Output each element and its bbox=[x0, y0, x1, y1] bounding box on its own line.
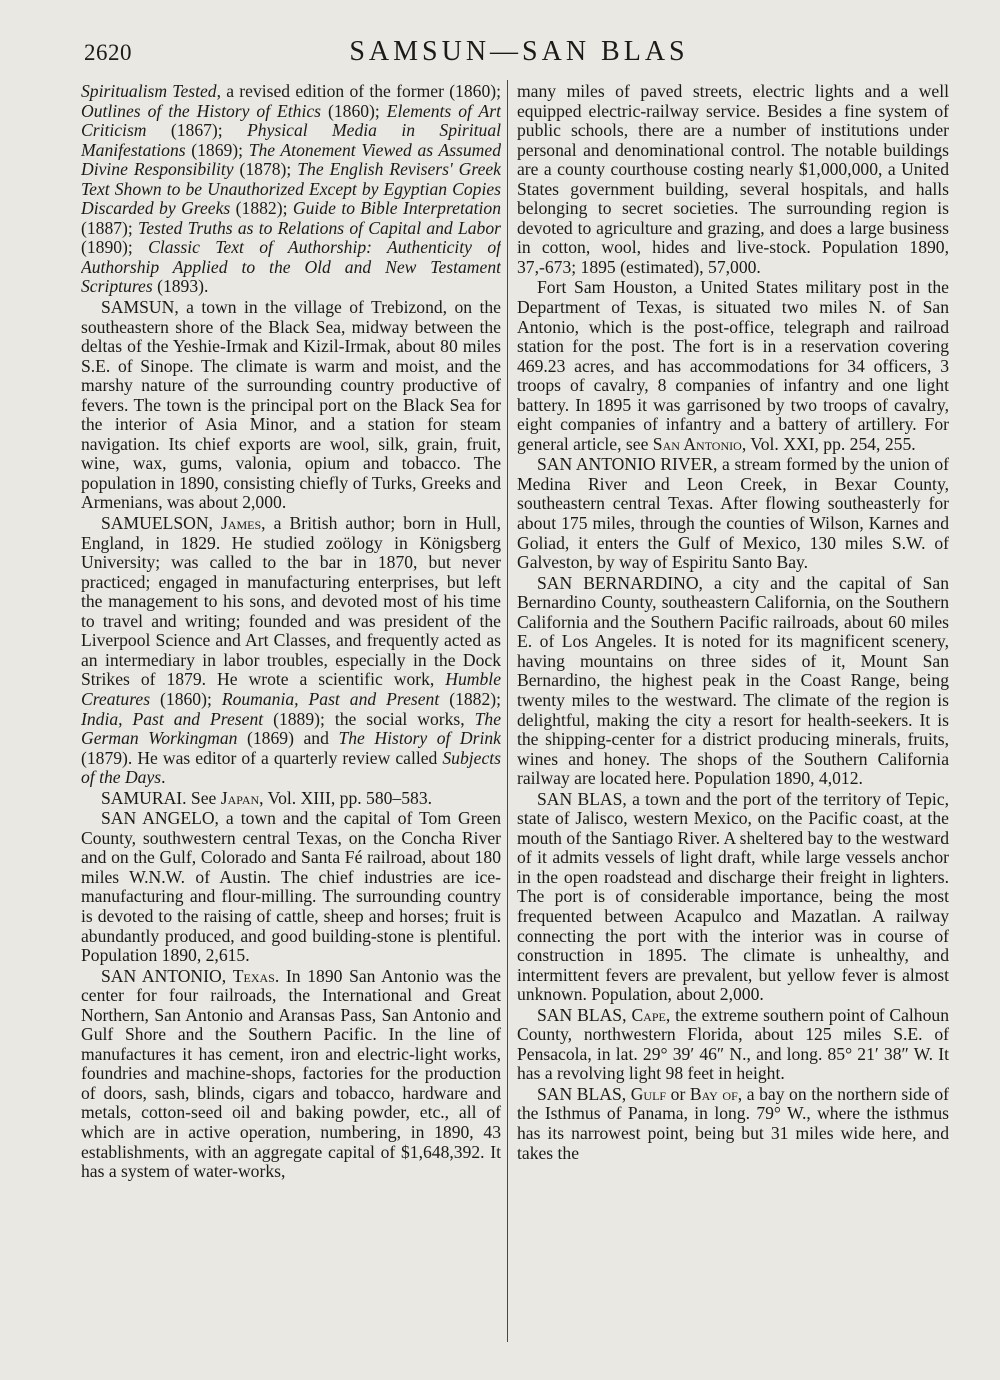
text-run: (1869) and bbox=[237, 728, 339, 749]
paragraph-spiritualism-works-continued bbox=[81, 82, 501, 297]
entry-san-antonio bbox=[81, 967, 501, 1182]
running-head: SAMSUN—SAN BLAS bbox=[349, 36, 689, 67]
text-run: Fort Sam Houston, a United States military post in the Department of Texas, is situated two miles N. of San Antonio, which is the post-office, telegraph and railroad station for the post. The fort is in a reservation covering 469.23 acres, and has accommodations for 34 officers, 3 troops of cavalry, 8 companies of infantry and one light battery. In 1895 it was garrisoned by two troops of cavalry, eight companies of infantry and a battery of artillery. For general article, see bbox=[517, 277, 949, 454]
work-title: Roumania, Past and Present bbox=[221, 688, 440, 709]
text-run: (1867); bbox=[146, 120, 248, 141]
text-run: (1879). He was editor of a quarterly review called bbox=[81, 747, 443, 768]
work-title: The History of Drink bbox=[338, 728, 501, 749]
text-run: , a bay on the northern side of the Isthmus of Panama, in long. 79° W., where the isthmus has its narrowest point, being but 31 miles wide here, and takes the bbox=[517, 1083, 949, 1163]
text-run: (1878); bbox=[233, 159, 298, 180]
entry-san-blas: SAN BLAS, a town and the port of the territory of Tepic, state of Jalisco, western Mexico, on the Pacific coast, at the mouth of the Santiago River. A sheltered bay to the westward of it admits vessels of light draft, while large vessels anchor in the open roadstead and discharge their freight in lighters. The port is of considerable importance, being the most frequented between Acapulco and Mazatlan. A railway connecting the port with the interior was in course of construction in 1895. The climate is unhealthy, and intermittent fevers are prevalent, but yellow fever is almost unknown. Population, about 2,000. bbox=[517, 788, 949, 1005]
text-run: , the extreme southern point of Calhoun County, northwestern Florida, about 125 miles S.E. of Pensacola, in lat. 29° 39′ 46″ N., and long. 85° 21′ 38″ W. It has a revolving light 98 feet in height. bbox=[517, 1004, 949, 1084]
work-title: Spiritualism Tested bbox=[81, 82, 217, 101]
text-run: (1869); bbox=[185, 139, 249, 160]
cross-reference: Japan bbox=[220, 787, 260, 808]
text-run: (1889); the social works, bbox=[263, 708, 475, 729]
entry-headword: SAN ANTONIO, bbox=[101, 965, 233, 986]
work-title: The Atonement Viewed as Assumed Divine Responsibility bbox=[81, 139, 501, 180]
work-title: India, Past and Present bbox=[81, 708, 264, 729]
text-run: (1893). bbox=[152, 276, 209, 297]
entry-san-bernardino: SAN BERNARDINO, a city and the capital of San Bernardino County, southeastern California, on the Southern California and the Southern Pacific railroads, about 60 miles E. of Los Angeles. It is noted for its magnificent scenery, having mountains on three sides of it, Mount San Bernardino, the highest peak in the Coast Range, being twenty miles to the westward. The climate of the region is delightful, making the city a resort for health-seekers. It is the shipping-center for a district producing minerals, fruits, wines and honey. The shops of the Southern California railway are located here. Population 1890, 4,012. bbox=[517, 572, 949, 789]
left-column bbox=[81, 82, 501, 1352]
entry-headword: SAN BLAS, bbox=[537, 1083, 631, 1104]
text-run: (1860); bbox=[150, 688, 222, 709]
text-run: (1890); bbox=[81, 237, 149, 258]
text-run: or bbox=[666, 1083, 690, 1104]
text-run: (1882); bbox=[439, 688, 501, 709]
page-header bbox=[84, 36, 954, 76]
entry-headword-qualifier: Gulf bbox=[630, 1083, 667, 1104]
work-title: The German Workingman bbox=[81, 708, 501, 749]
work-title: Physical Media in Spiritual Manifestations bbox=[81, 120, 501, 160]
entry-headword: SAMUELSON, bbox=[101, 513, 221, 534]
page-number: 2620 bbox=[84, 40, 132, 65]
entry-san-blas-cape bbox=[517, 1006, 949, 1084]
work-title: Subjects of the Days bbox=[81, 747, 501, 788]
work-title: Outlines of the History of Ethics bbox=[81, 100, 322, 121]
text-run: , a revised edition of the former (1860); bbox=[216, 82, 501, 101]
entry-headword-qualifier: Texas bbox=[232, 965, 275, 986]
entry-san-antonio-continued: many miles of paved streets, electric lights and a well equipped electric-railway service. Besides a fine system of public schools, there are a number of institutions under personal and denominational control. The notable buildings are a county courthouse costing nearly $1,000,000, a United States government building, several hospitals, and halls belonging to secret societies. The surrounding region is devoted to agriculture and grazing, and does a large business in cotton, wool, hides and live-stock. Population 1890, 37,-673; 1895 (estimated), 57,000. bbox=[517, 82, 949, 277]
entry-headword: SAMURAI. See bbox=[101, 787, 221, 808]
column-divider bbox=[507, 80, 508, 1342]
text-run: , a British author; born in Hull, England, in 1829. He studied zoölogy in Königsberg University; was called to the bar in 1870, but never practiced; engaged in manufacturing enterprises, but left the management to his sons, and devoted most of his time to travel and writing; founded and was president of the Liverpool Science and Art Classes, and frequently acted as an intermediary in labor troubles, especially in the Dock Strikes of 1879. He wrote a scientific work, bbox=[81, 513, 501, 690]
text-run: (1882); bbox=[230, 198, 293, 219]
right-column bbox=[517, 82, 949, 1352]
cross-reference: San Antonio bbox=[652, 433, 742, 454]
entry-san-blas-gulf bbox=[517, 1085, 949, 1163]
text-run: (1860); bbox=[321, 100, 387, 121]
text-run: (1887); bbox=[81, 217, 139, 238]
work-title: The English Revisers' Greek Text Shown to be Unauthorized Except by Egyptian Copies Discarded by Greeks bbox=[81, 159, 501, 219]
work-title: Humble Creatures bbox=[81, 669, 501, 709]
paragraph-fort-sam-houston bbox=[517, 278, 949, 454]
work-title: Guide to Bible Interpretation bbox=[292, 198, 501, 219]
entry-samsun: SAMSUN, a town in the village of Trebizond, on the southeastern shore of the Black Sea, midway between the deltas of the Yeshie-Irmak and Kizil-Irmak, about 80 miles S.E. of Sinope. The climate is warm and moist, and the marshy nature of the surrounding country productive of fevers. The town is the principal port on the Black Sea for the interior of Asia Minor, and a station for steam navigation. Its chief exports are wool, silk, grain, fruit, wine, wax, gums, valonia, opium and tobacco. The population in 1890, consisting chiefly of Turks, Greeks and Armenians, was about 2,000. bbox=[81, 297, 501, 513]
entry-headword-given-name: James bbox=[220, 513, 262, 534]
entry-headword-qualifier: Cape bbox=[631, 1004, 666, 1025]
text-run: , Vol. XIII, pp. 580–583. bbox=[259, 787, 433, 808]
entry-headword-qualifier: Bay of bbox=[689, 1083, 738, 1104]
text-run: . bbox=[161, 767, 166, 788]
entry-san-angelo: SAN ANGELO, a town and the capital of Tom Green County, southwestern central Texas, on the Concha River and on the Gulf, Colorado and Santa Fé railroad, about 180 miles W.N.W. of Austin. The chief industries are ice-manufacturing and flour-milling. The surrounding country is devoted to the raising of cattle, sheep and horses; fruit is abundantly produced, and good building-stone is plentiful. Population 1890, 2,615. bbox=[81, 808, 501, 966]
work-title: Classic Text of Authorship: Authenticity of Authorship Applied to the Old and New Testament Scriptures bbox=[81, 237, 501, 297]
work-title: Elements of Art Criticism bbox=[81, 100, 501, 141]
text-run: . In 1890 San Antonio was the center for four railroads, the International and Great Northern, San Antonio and Aransas Pass, San Antonio and Gulf Shore and the Southern Pacific. In the line of manufactures it has cement, iron and electric-light works, foundries and machine-shops, factories for the production of doors, sash, blinds, cigars and tobacco, hardware and metals, cotton-seed oil and baking powder, etc., all of which are in active operation, numbering, in 1890, 43 establishments, with an aggregate capital of $1,648,392. It has a system of water-works, bbox=[81, 965, 501, 1182]
work-title: Tested Truths as to Relations of Capital and Labor bbox=[138, 217, 501, 238]
text-run: , Vol. XXI, pp. 254, 255. bbox=[741, 433, 916, 454]
entry-samuelson bbox=[81, 514, 501, 788]
entry-samurai bbox=[81, 789, 501, 809]
entry-headword: SAN BLAS, bbox=[537, 1004, 632, 1025]
entry-san-antonio-river: SAN ANTONIO RIVER, a stream formed by the union of Medina River and Leon Creek, in Bexar County, southeastern central Texas. After flowing southeasterly for about 175 miles, through the counties of Wilson, Karnes and Goliad, it enters the Gulf of Mexico, 130 miles S.W. of Galveston, by way of Espiritu Santo Bay. bbox=[517, 454, 949, 573]
